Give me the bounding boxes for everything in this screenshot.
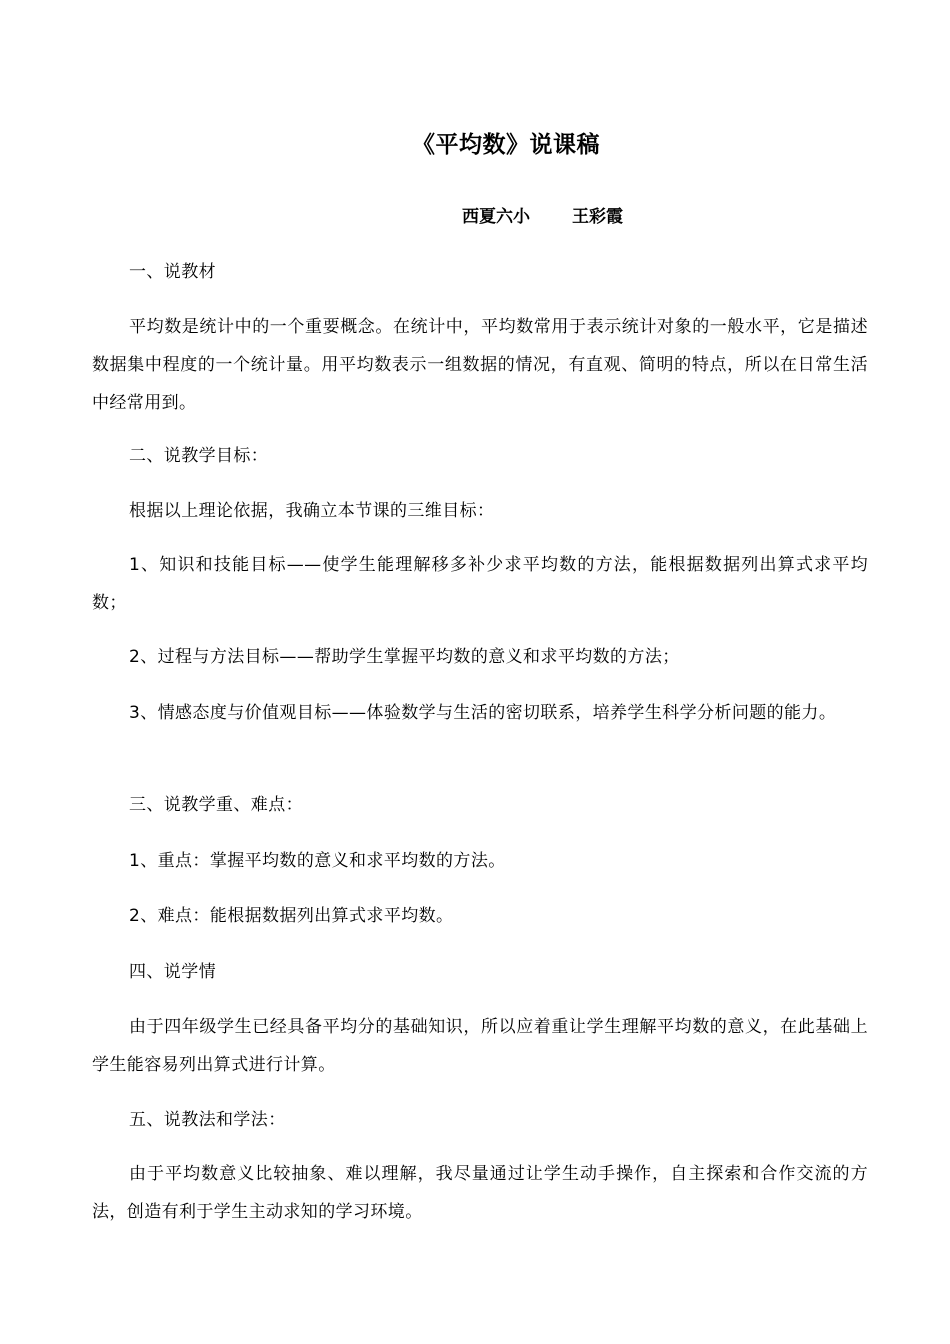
author-school: 西夏六小 <box>462 207 530 227</box>
section-heading-students: 四、说学情 <box>129 962 216 982</box>
objective-item-1: 1、知识和技能目标——使学生能理解移多补少求平均数的方法，能根据数据列出算式求平均数； <box>92 555 868 613</box>
section-heading-textbook: 一、说教材 <box>129 262 216 282</box>
section-heading-key-points: 三、说教学重、难点： <box>129 795 303 815</box>
objective-item-3: 3、情感态度与价值观目标——体验数学与生活的密切联系，培养学生科学分析问题的能力。 <box>129 703 837 723</box>
paragraph-methods: 由于平均数意义比较抽象、难以理解，我尽量通过让学生动手操作，自主探索和合作交流的方法，创造有利于学生主动求知的学习环境。 <box>92 1164 868 1222</box>
author-line <box>462 205 623 229</box>
paragraph-textbook: 平均数是统计中的一个重要概念。在统计中，平均数常用于表示统计对象的一般水平，它是描述数据集中程度的一个统计量。用平均数表示一组数据的情况，有直观、简明的特点，所以在日常生活中经常用到。 <box>92 317 868 413</box>
paragraph-students: 由于四年级学生已经具备平均分的基础知识，所以应着重让学生理解平均数的意义，在此基础上学生能容易列出算式进行计算。 <box>92 1017 868 1075</box>
section-heading-methods: 五、说教法和学法： <box>129 1110 286 1130</box>
key-point-item-1: 1、重点：掌握平均数的意义和求平均数的方法。 <box>129 851 506 871</box>
key-point-item-2: 2、难点：能根据数据列出算式求平均数。 <box>129 906 454 926</box>
section-heading-objectives: 二、说教学目标： <box>129 446 269 466</box>
objective-item-2: 2、过程与方法目标——帮助学生掌握平均数的意义和求平均数的方法； <box>129 647 680 667</box>
author-name: 王彩霞 <box>572 207 623 227</box>
paragraph-objectives-intro: 根据以上理论依据，我确立本节课的三维目标： <box>129 501 495 521</box>
document-title: 《平均数》说课稿 <box>412 132 600 158</box>
